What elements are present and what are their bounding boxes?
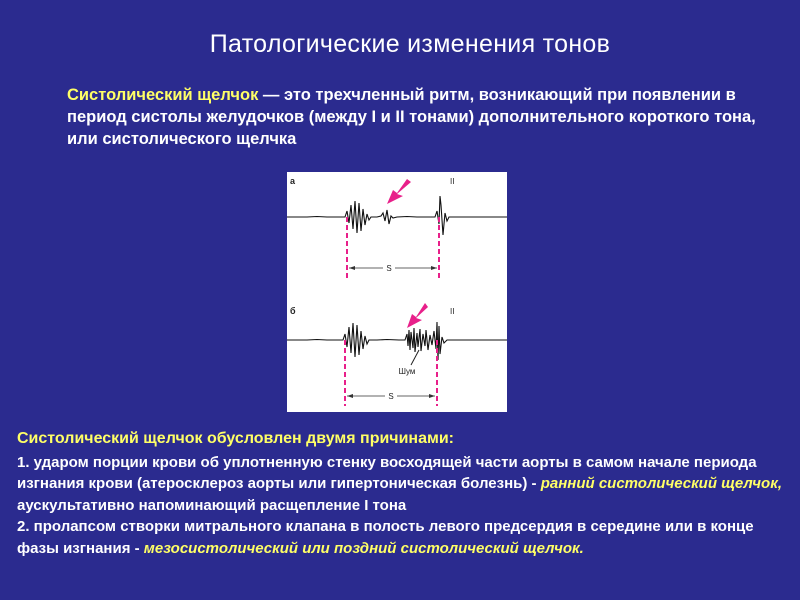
cause-2-highlight: мезосистолический или поздний систолический щелчок.	[143, 539, 584, 557]
intro-text: — это трехчленный ритм, возникающий при появлении в период систолы желудочков (между I и II тонами) дополнительного короткого тона, или систолического щелчка	[67, 86, 756, 148]
panel-a-interval-label: S	[386, 264, 392, 273]
cause-item-2	[17, 516, 787, 559]
panel-b-arrow	[407, 303, 428, 328]
slide-title: Патологические изменения тонов	[209, 30, 611, 58]
panel-b-tone-label: II	[450, 307, 455, 316]
intro-paragraph	[67, 84, 767, 150]
panel-b-noise-label: Шум	[398, 367, 416, 376]
intro-term: Систолический щелчок	[67, 86, 259, 104]
cause-item-1	[17, 452, 787, 517]
cause-1-text: 1. ударом порции крови об уплотненную стенку восходящей части аорты в самом начале периода изгнания крови (атеросклероз аорты или гипертоническая болезнь) -	[17, 453, 757, 492]
panel-b-interval-label: S	[388, 392, 394, 401]
causes-section	[17, 428, 787, 559]
cause-2-text: 2. пролапсом створки митрального клапана в полость левого предсердия в середине или в конце фазы изгнания -	[17, 518, 754, 557]
panel-a-label: а	[290, 176, 296, 186]
panel-b-noise-pointer	[411, 350, 419, 365]
phonocardiogram-svg	[287, 172, 507, 412]
panel-a-arrowhead-left	[349, 266, 355, 270]
panel-b-arrowhead-right	[429, 394, 435, 398]
phonocardiogram-figure	[287, 172, 507, 412]
panel-b-trace	[287, 322, 507, 360]
panel-a-tone-label: II	[450, 177, 455, 186]
cause-1-tail: аускультативно напоминающий расщепление I тона	[17, 496, 407, 514]
causes-heading: Систолический щелчок обусловлен двумя причинами:	[17, 430, 454, 447]
panel-b-arrowhead-left	[347, 394, 353, 398]
cause-1-highlight: ранний систолический щелчок,	[540, 475, 782, 492]
panel-a-arrow	[387, 179, 411, 204]
panel-a-arrowhead-right	[431, 266, 437, 270]
panel-a-trace	[287, 196, 507, 235]
panel-b-label: б	[290, 306, 296, 316]
